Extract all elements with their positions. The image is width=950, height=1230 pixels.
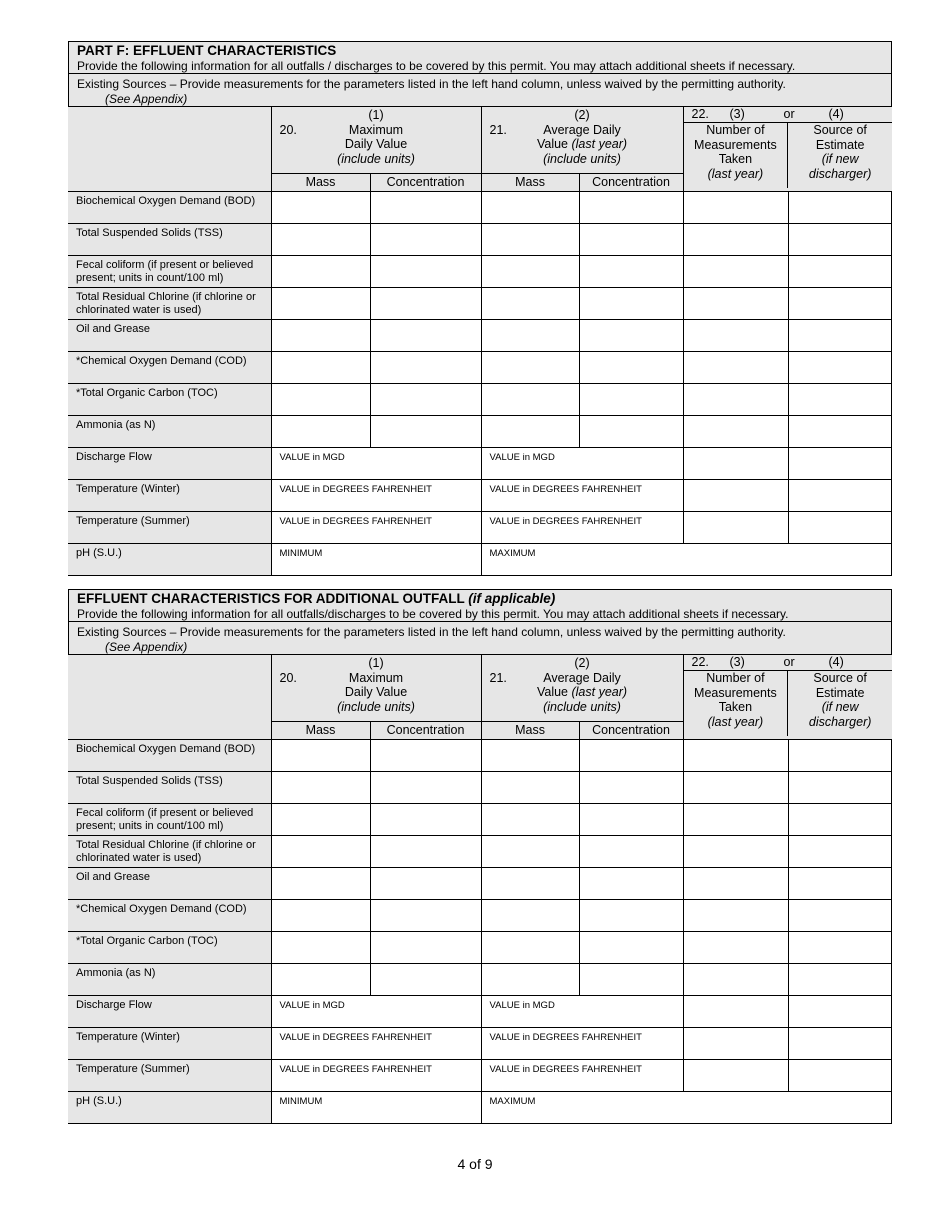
table-row (68, 835, 892, 867)
estimate-source-input[interactable] (788, 1027, 892, 1059)
flow-avg-input[interactable]: VALUE in MGD (481, 447, 683, 479)
estimate-source-input[interactable] (788, 191, 892, 223)
max-concentration-input[interactable] (370, 351, 481, 383)
table-row (68, 223, 892, 255)
max-concentration-input[interactable] (370, 803, 481, 835)
max-mass-input[interactable] (271, 867, 370, 899)
measurements-input[interactable] (683, 255, 788, 287)
estimate-source-input[interactable] (788, 255, 892, 287)
temp-summer-max-input[interactable]: VALUE in DEGREES FAHRENHEIT (271, 511, 481, 543)
number-of-measurements-header: Number of Measurements Taken (last year) (684, 123, 789, 188)
see-appendix: (See Appendix) (105, 92, 188, 106)
parameter-label: Temperature (Winter) (68, 479, 271, 511)
temp-summer-avg-input[interactable]: VALUE in DEGREES FAHRENHEIT (481, 511, 683, 543)
parameter-header-cell (68, 107, 271, 191)
average-daily-value-header: 21. (2) Average Daily Value (last year) (include units) (481, 655, 683, 721)
section-instruction: Provide the following information for all outfalls/discharges to be covered by this permit. You may attach additional sheets if necessary. (77, 607, 789, 621)
section-header (69, 42, 891, 74)
parameter-label: Discharge Flow (68, 447, 271, 479)
table-row (68, 899, 892, 931)
concentration-header: Concentration (370, 721, 481, 739)
concentration-header: Concentration (579, 173, 683, 191)
max-concentration-input[interactable] (370, 931, 481, 963)
avg-mass-input[interactable] (481, 351, 579, 383)
ph-maximum-input[interactable]: MAXIMUM (481, 1091, 892, 1123)
max-mass-input[interactable] (271, 191, 370, 223)
ph-minimum-input[interactable]: MINIMUM (271, 1091, 481, 1123)
avg-mass-input[interactable] (481, 771, 579, 803)
avg-mass-input[interactable] (481, 803, 579, 835)
parameter-label: pH (S.U.) (68, 1091, 271, 1123)
max-concentration-input[interactable] (370, 287, 481, 319)
estimate-source-input[interactable] (788, 835, 892, 867)
measurements-input[interactable] (683, 963, 788, 995)
table-row (68, 415, 892, 447)
page-number: 4 of 9 (457, 1156, 493, 1172)
temp-summer-avg-input[interactable]: VALUE in DEGREES FAHRENHEIT (481, 1059, 683, 1091)
table-row (68, 931, 892, 963)
section-title: PART F: EFFLUENT CHARACTERISTICS (77, 43, 337, 58)
measurements-input[interactable] (683, 287, 788, 319)
table-row (68, 1059, 892, 1091)
avg-mass-input[interactable] (481, 223, 579, 255)
effluent-table (68, 655, 892, 1124)
parameter-label: Temperature (Summer) (68, 1059, 271, 1091)
parameter-label: Discharge Flow (68, 995, 271, 1027)
measurements-input[interactable] (683, 415, 788, 447)
avg-concentration-input[interactable] (579, 351, 683, 383)
column-number: 20. (279, 123, 297, 137)
number-of-measurements-header: Number of Measurements Taken (last year) (684, 671, 789, 736)
section-instruction: Provide the following information for all outfalls / discharges to be covered by this permit. You may attach additional sheets if necessary. (77, 59, 796, 73)
measurements-input[interactable] (683, 931, 788, 963)
ph-maximum-input[interactable]: MAXIMUM (481, 543, 892, 575)
table-row (68, 287, 892, 319)
column-22-header: 22. (3) or (4) (684, 107, 893, 123)
table-row (68, 319, 892, 351)
parameter-label: Total Residual Chlorine (if chlorine or chlorinated water is used) (68, 835, 271, 867)
max-mass-input[interactable] (271, 383, 370, 415)
max-concentration-input[interactable] (370, 223, 481, 255)
temp-winter-avg-input[interactable]: VALUE in DEGREES FAHRENHEIT (481, 1027, 683, 1059)
avg-mass-input[interactable] (481, 415, 579, 447)
table-row (68, 963, 892, 995)
estimate-source-input[interactable] (788, 771, 892, 803)
measurements-input[interactable] (683, 1027, 788, 1059)
avg-concentration-input[interactable] (579, 931, 683, 963)
avg-concentration-input[interactable] (579, 739, 683, 771)
avg-concentration-input[interactable] (579, 835, 683, 867)
max-daily-value-header: 20. (1) Maximum Daily Value (include units) (271, 655, 481, 721)
existing-sources-text: Existing Sources – Provide measurements for the parameters listed in the left hand column, unless waived by the permitting authority. (77, 625, 786, 639)
parameter-label: Oil and Grease (68, 319, 271, 351)
parameter-label: Oil and Grease (68, 867, 271, 899)
estimate-source-input[interactable] (788, 867, 892, 899)
avg-concentration-input[interactable] (579, 255, 683, 287)
measurements-input[interactable] (683, 383, 788, 415)
table-row (68, 351, 892, 383)
measurements-input[interactable] (683, 223, 788, 255)
max-concentration-input[interactable] (370, 319, 481, 351)
parameter-label: Biochemical Oxygen Demand (BOD) (68, 191, 271, 223)
flow-max-input[interactable]: VALUE in MGD (271, 447, 481, 479)
table-row (68, 995, 892, 1027)
parameter-label: Fecal coliform (if present or believed present; units in count/100 ml) (68, 803, 271, 835)
section-title: EFFLUENT CHARACTERISTICS FOR ADDITIONAL OUTFALL (77, 591, 465, 606)
estimate-source-input[interactable] (788, 511, 892, 543)
source-of-estimate-header: Source of Estimate (if new discharger) (808, 123, 872, 181)
avg-concentration-input[interactable] (579, 899, 683, 931)
column-index: (1) (368, 108, 384, 122)
parameter-label: *Total Organic Carbon (TOC) (68, 383, 271, 415)
table-row (68, 771, 892, 803)
mass-header: Mass (271, 173, 370, 191)
estimate-source-input[interactable] (788, 287, 892, 319)
parameter-label: pH (S.U.) (68, 543, 271, 575)
mass-header: Mass (481, 721, 579, 739)
avg-mass-input[interactable] (481, 739, 579, 771)
table-row (68, 191, 892, 223)
max-concentration-input[interactable] (370, 255, 481, 287)
parameter-label: Temperature (Winter) (68, 1027, 271, 1059)
existing-sources-note (69, 74, 891, 107)
avg-concentration-input[interactable] (579, 223, 683, 255)
ph-minimum-input[interactable]: MINIMUM (271, 543, 481, 575)
estimate-source-input[interactable] (788, 963, 892, 995)
max-mass-input[interactable] (271, 771, 370, 803)
effluent-characteristics-section (68, 41, 892, 576)
avg-mass-input[interactable] (481, 255, 579, 287)
temp-winter-max-input[interactable]: VALUE in DEGREES FAHRENHEIT (271, 479, 481, 511)
measurements-input[interactable] (683, 899, 788, 931)
measurements-estimate-header (683, 655, 892, 739)
effluent-table (68, 107, 892, 576)
max-mass-input[interactable] (271, 835, 370, 867)
max-concentration-input[interactable] (370, 771, 481, 803)
avg-mass-input[interactable] (481, 867, 579, 899)
temp-summer-max-input[interactable]: VALUE in DEGREES FAHRENHEIT (271, 1059, 481, 1091)
measurements-input[interactable] (683, 867, 788, 899)
concentration-header: Concentration (370, 173, 481, 191)
estimate-source-input[interactable] (788, 447, 892, 479)
avg-concentration-input[interactable] (579, 287, 683, 319)
column-number: 21. (489, 671, 507, 685)
table-row (68, 803, 892, 835)
concentration-header: Concentration (579, 721, 683, 739)
measurements-input[interactable] (683, 995, 788, 1027)
max-concentration-input[interactable] (370, 383, 481, 415)
estimate-source-input[interactable] (788, 803, 892, 835)
estimate-source-input[interactable] (788, 351, 892, 383)
parameter-label: Ammonia (as N) (68, 415, 271, 447)
parameter-label: Fecal coliform (if present or believed present; units in count/100 ml) (68, 255, 271, 287)
avg-mass-input[interactable] (481, 287, 579, 319)
parameter-label: *Total Organic Carbon (TOC) (68, 931, 271, 963)
measurements-input[interactable] (683, 447, 788, 479)
estimate-source-input[interactable] (788, 739, 892, 771)
max-concentration-input[interactable] (370, 867, 481, 899)
estimate-source-input[interactable] (788, 383, 892, 415)
parameter-label: Biochemical Oxygen Demand (BOD) (68, 739, 271, 771)
existing-sources-note (69, 622, 891, 655)
avg-concentration-input[interactable] (579, 383, 683, 415)
mass-header: Mass (271, 721, 370, 739)
table-row (68, 479, 892, 511)
measurements-input[interactable] (683, 319, 788, 351)
see-appendix: (See Appendix) (105, 640, 188, 654)
table-row (68, 255, 892, 287)
max-concentration-input[interactable] (370, 739, 481, 771)
max-mass-input[interactable] (271, 287, 370, 319)
estimate-source-input[interactable] (788, 931, 892, 963)
max-mass-input[interactable] (271, 899, 370, 931)
estimate-source-input[interactable] (788, 415, 892, 447)
avg-concentration-input[interactable] (579, 415, 683, 447)
max-mass-input[interactable] (271, 255, 370, 287)
avg-mass-input[interactable] (481, 931, 579, 963)
parameter-label: Total Suspended Solids (TSS) (68, 223, 271, 255)
parameter-label: *Chemical Oxygen Demand (COD) (68, 351, 271, 383)
table-row (68, 1091, 892, 1123)
table-row (68, 867, 892, 899)
max-mass-input[interactable] (271, 739, 370, 771)
max-mass-input[interactable] (271, 319, 370, 351)
measurements-input[interactable] (683, 479, 788, 511)
parameter-header-cell (68, 655, 271, 739)
existing-sources-text: Existing Sources – Provide measurements for the parameters listed in the left hand column, unless waived by the permitting authority. (77, 77, 786, 91)
max-concentration-input[interactable] (370, 415, 481, 447)
additional-outfall-section (68, 589, 892, 1124)
max-mass-input[interactable] (271, 351, 370, 383)
measurements-input[interactable] (683, 803, 788, 835)
max-mass-input[interactable] (271, 223, 370, 255)
avg-concentration-input[interactable] (579, 771, 683, 803)
max-concentration-input[interactable] (370, 835, 481, 867)
avg-mass-input[interactable] (481, 191, 579, 223)
column-index: (2) (574, 656, 590, 670)
section-title-suffix: (if applicable) (468, 591, 556, 606)
table-row (68, 543, 892, 575)
measurements-input[interactable] (683, 511, 788, 543)
column-22-header: 22. (3) or (4) (684, 655, 893, 671)
average-daily-value-header: 21. (2) Average Daily Value (last year) (include units) (481, 107, 683, 173)
avg-mass-input[interactable] (481, 383, 579, 415)
column-index: (1) (368, 656, 384, 670)
parameter-label: Total Suspended Solids (TSS) (68, 771, 271, 803)
estimate-source-input[interactable] (788, 319, 892, 351)
estimate-source-input[interactable] (788, 223, 892, 255)
flow-avg-input[interactable]: VALUE in MGD (481, 995, 683, 1027)
measurements-input[interactable] (683, 835, 788, 867)
table-row (68, 739, 892, 771)
measurements-input[interactable] (683, 1059, 788, 1091)
avg-mass-input[interactable] (481, 899, 579, 931)
parameter-label: *Chemical Oxygen Demand (COD) (68, 899, 271, 931)
flow-max-input[interactable]: VALUE in MGD (271, 995, 481, 1027)
section-header (69, 590, 891, 622)
table-row (68, 1027, 892, 1059)
max-mass-input[interactable] (271, 963, 370, 995)
max-concentration-input[interactable] (370, 191, 481, 223)
estimate-source-input[interactable] (788, 995, 892, 1027)
column-number: 20. (279, 671, 297, 685)
avg-mass-input[interactable] (481, 963, 579, 995)
temp-winter-avg-input[interactable]: VALUE in DEGREES FAHRENHEIT (481, 479, 683, 511)
estimate-source-input[interactable] (788, 1059, 892, 1091)
measurements-input[interactable] (683, 191, 788, 223)
avg-mass-input[interactable] (481, 835, 579, 867)
table-row (68, 383, 892, 415)
table-row (68, 447, 892, 479)
avg-concentration-input[interactable] (579, 191, 683, 223)
temp-winter-max-input[interactable]: VALUE in DEGREES FAHRENHEIT (271, 1027, 481, 1059)
max-concentration-input[interactable] (370, 963, 481, 995)
avg-concentration-input[interactable] (579, 867, 683, 899)
max-daily-value-header: 20. (1) Maximum Daily Value (include units) (271, 107, 481, 173)
estimate-source-input[interactable] (788, 899, 892, 931)
column-index: (2) (574, 108, 590, 122)
max-mass-input[interactable] (271, 803, 370, 835)
table-row (68, 511, 892, 543)
max-mass-input[interactable] (271, 931, 370, 963)
avg-concentration-input[interactable] (579, 963, 683, 995)
parameter-label: Total Residual Chlorine (if chlorine or chlorinated water is used) (68, 287, 271, 319)
column-number: 21. (489, 123, 507, 137)
avg-mass-input[interactable] (481, 319, 579, 351)
measurements-input[interactable] (683, 351, 788, 383)
max-concentration-input[interactable] (370, 899, 481, 931)
mass-header: Mass (481, 173, 579, 191)
measurements-input[interactable] (683, 771, 788, 803)
parameter-label: Ammonia (as N) (68, 963, 271, 995)
source-of-estimate-header: Source of Estimate (if new discharger) (808, 671, 872, 729)
max-mass-input[interactable] (271, 415, 370, 447)
measurements-input[interactable] (683, 739, 788, 771)
parameter-label: Temperature (Summer) (68, 511, 271, 543)
avg-concentration-input[interactable] (579, 803, 683, 835)
measurements-estimate-header (683, 107, 892, 191)
estimate-source-input[interactable] (788, 479, 892, 511)
avg-concentration-input[interactable] (579, 319, 683, 351)
